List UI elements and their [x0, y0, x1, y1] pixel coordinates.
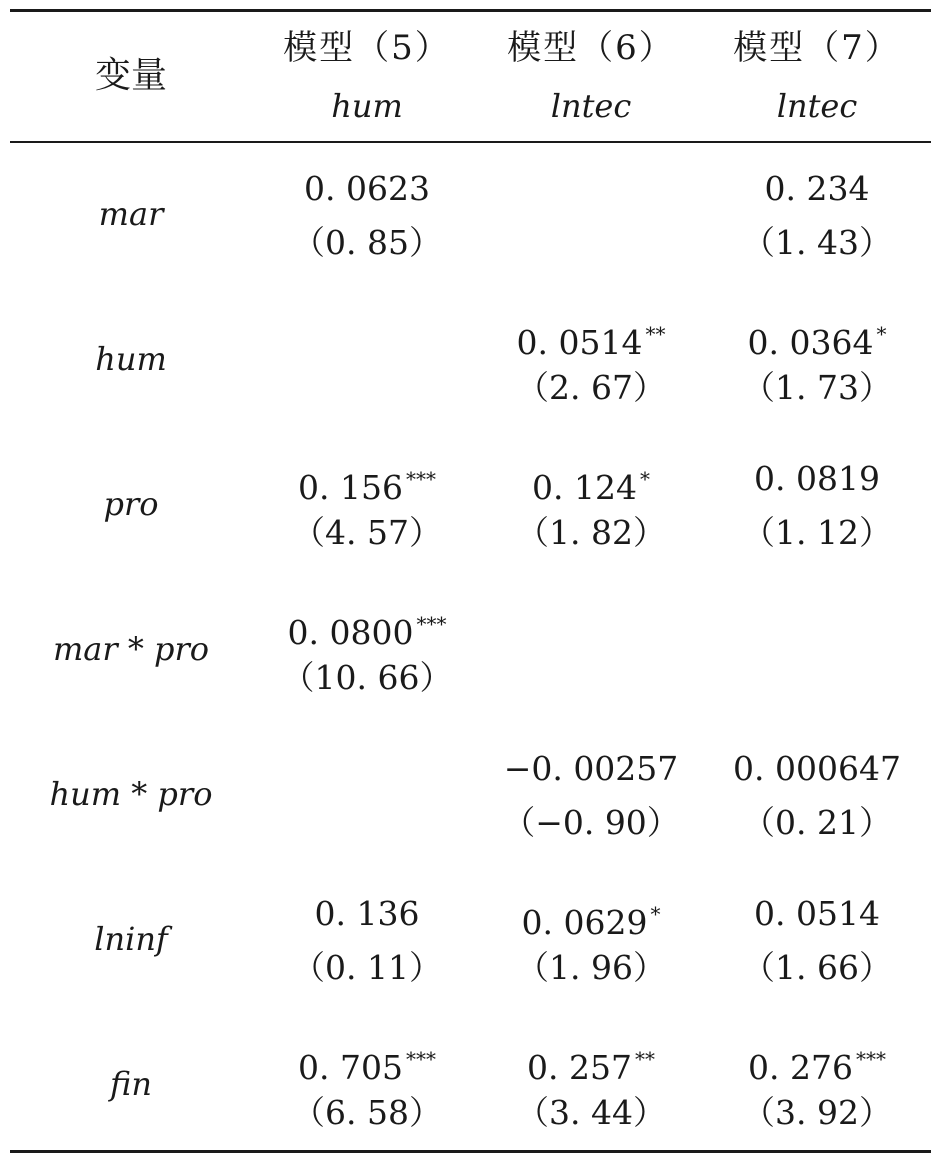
coefficient — [484, 454, 698, 507]
significance-stars: * — [876, 322, 887, 346]
t-statistic: （1. 96） — [516, 948, 666, 987]
t-statistic: （6. 58） — [292, 1093, 442, 1132]
significance-stars: *** — [405, 1047, 436, 1071]
coefficient-value: 0. 0514 — [516, 323, 643, 362]
table-row — [0, 724, 938, 869]
coefficient-value: 0. 000647 — [733, 749, 901, 788]
t-statistic: （1. 66） — [742, 948, 892, 987]
coefficient — [484, 1034, 698, 1087]
coefficient-value: 0. 124 — [532, 468, 637, 507]
coefficient-value: 0. 0629 — [521, 903, 648, 942]
t-statistic: （3. 44） — [516, 1093, 666, 1132]
significance-stars: *** — [405, 467, 436, 491]
model-7-cell — [712, 454, 922, 558]
t-statistic: （1. 12） — [742, 513, 892, 552]
coefficient — [262, 1034, 472, 1087]
header-rule — [10, 141, 931, 143]
coefficient-value: 0. 257 — [527, 1048, 632, 1087]
coefficient-value: 0. 136 — [314, 894, 420, 933]
variable-name: hum * pro — [49, 775, 213, 813]
variable-name: mar — [98, 195, 164, 233]
coefficient — [484, 889, 698, 942]
bottom-rule — [10, 1150, 931, 1153]
model-7-cell — [712, 889, 922, 993]
coefficient — [262, 889, 472, 939]
t-statistic: （3. 92） — [742, 1093, 892, 1132]
variable-name: hum — [95, 340, 167, 378]
coefficient — [484, 744, 698, 794]
model-6-title: 模型（6） — [507, 28, 675, 68]
model-5-cell — [262, 1034, 472, 1138]
coefficient-value: −0. 00257 — [503, 749, 679, 788]
t-statistic: （2. 67） — [516, 368, 666, 407]
model-6-cell — [484, 309, 698, 413]
model-6-cell — [484, 454, 698, 558]
model-5-dependent-variable: hum — [331, 87, 403, 125]
model-6-cell — [484, 744, 698, 848]
top-rule — [10, 9, 931, 12]
table-row — [0, 579, 938, 724]
variable-name: lninf — [94, 920, 168, 958]
coefficient — [262, 164, 472, 214]
table-row — [0, 869, 938, 1014]
model-5-cell — [262, 164, 472, 268]
table-row — [0, 144, 938, 289]
model-6-dependent-variable: lntec — [550, 87, 632, 125]
model-7-cell — [712, 1034, 922, 1138]
coefficient — [712, 744, 922, 794]
coefficient — [262, 454, 472, 507]
coefficient — [712, 889, 922, 939]
table-row — [0, 1014, 938, 1159]
t-statistic: （0. 11） — [292, 948, 442, 987]
significance-stars: *** — [855, 1047, 886, 1071]
table-row — [0, 434, 938, 579]
variable-name: mar * pro — [52, 630, 210, 668]
coefficient-value: 0. 234 — [764, 169, 870, 208]
table-row — [0, 289, 938, 434]
model-7-title: 模型（7） — [733, 28, 901, 68]
model-5-cell — [262, 599, 472, 703]
coefficient-value: 0. 0800 — [287, 613, 414, 652]
model-5-cell — [262, 454, 472, 558]
coefficient-value: 0. 0364 — [747, 323, 874, 362]
coefficient — [712, 1034, 922, 1087]
t-statistic: （1. 43） — [742, 223, 892, 262]
significance-stars: *** — [416, 612, 447, 636]
coefficient-value: 0. 705 — [298, 1048, 403, 1087]
model-6-cell — [484, 889, 698, 993]
model-5-cell — [262, 889, 472, 993]
model-7-cell — [712, 164, 922, 268]
model-7-cell — [712, 744, 922, 848]
model-6-cell — [484, 1034, 698, 1138]
coefficient — [712, 309, 922, 362]
coefficient-value: 0. 276 — [748, 1048, 853, 1087]
variable-column-header: 变量 — [94, 55, 167, 96]
t-statistic: （−0. 90） — [502, 803, 680, 842]
significance-stars: * — [650, 902, 661, 926]
model-5-title: 模型（5） — [283, 28, 451, 68]
t-statistic: （1. 82） — [516, 513, 666, 552]
coefficient-value: 0. 0514 — [754, 894, 880, 933]
t-statistic: （0. 85） — [292, 223, 442, 262]
coefficient — [712, 454, 922, 504]
coefficient-value: 0. 156 — [298, 468, 403, 507]
significance-stars: * — [639, 467, 650, 491]
coefficient-value: 0. 0819 — [754, 459, 880, 498]
model-7-dependent-variable: lntec — [776, 87, 858, 125]
t-statistic: （10. 66） — [281, 658, 453, 697]
t-statistic: （0. 21） — [742, 803, 892, 842]
t-statistic: （4. 57） — [292, 513, 442, 552]
t-statistic: （1. 73） — [742, 368, 892, 407]
coefficient — [484, 309, 698, 362]
model-7-cell — [712, 309, 922, 413]
coefficient — [712, 164, 922, 214]
variable-name: fin — [110, 1065, 152, 1103]
significance-stars: ** — [645, 322, 666, 346]
significance-stars: ** — [634, 1047, 655, 1071]
coefficient — [262, 599, 472, 652]
variable-name: pro — [103, 485, 159, 523]
coefficient-value: 0. 0623 — [304, 169, 430, 208]
